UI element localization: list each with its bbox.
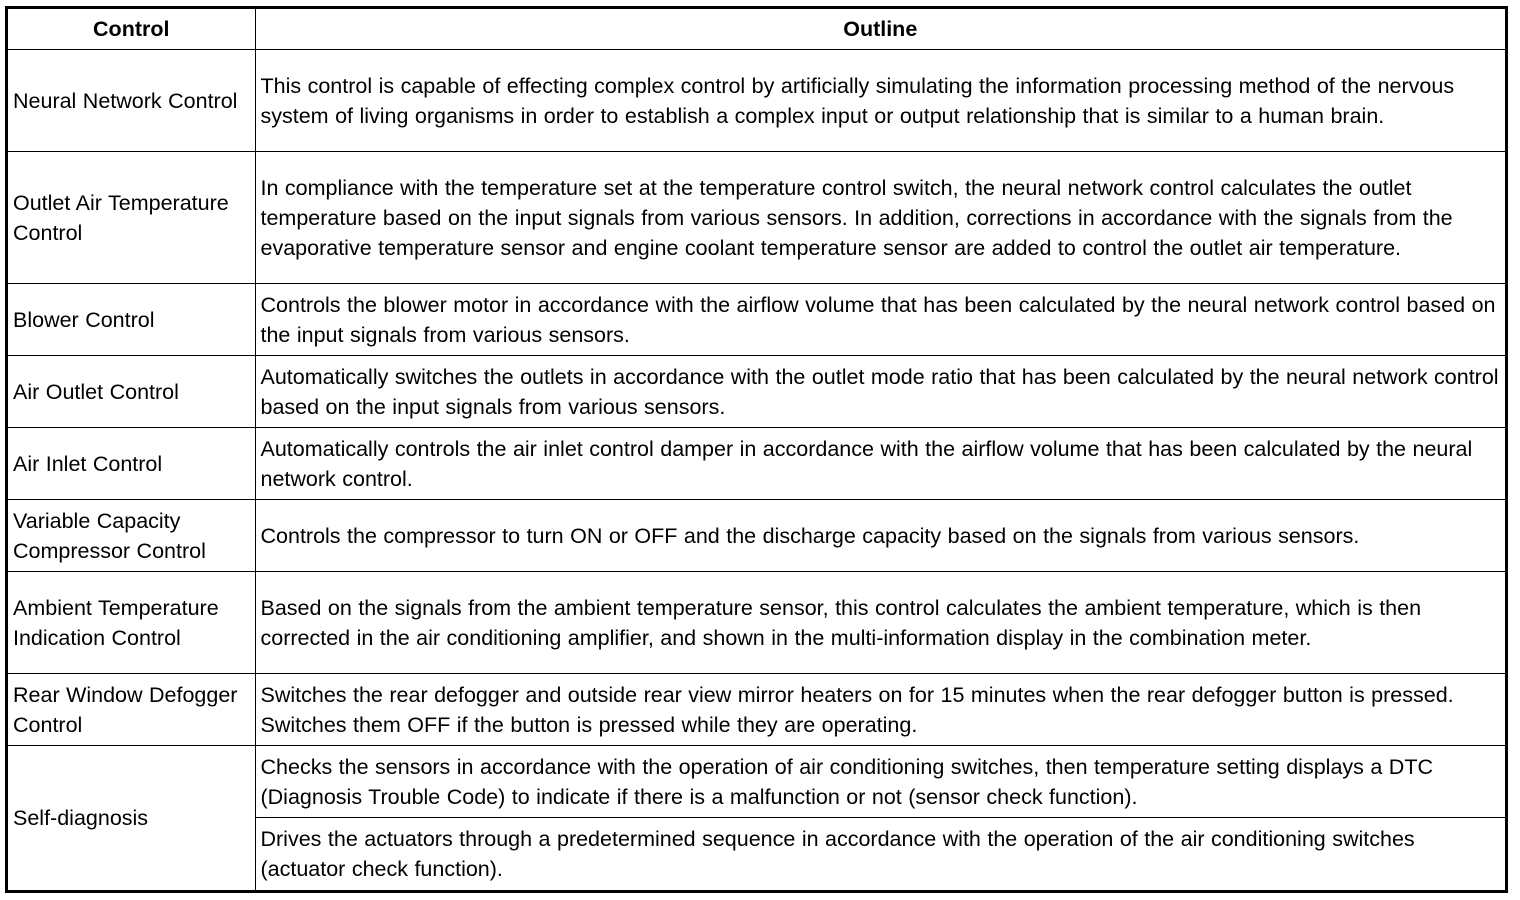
control-outline: Controls the compressor to turn ON or OFF and the discharge capacity based on the signals from various sensors. [255, 500, 1505, 572]
control-name: Blower Control [8, 284, 255, 356]
control-name: Rear Window Defogger Control [8, 674, 255, 746]
control-outline: Automatically switches the outlets in accordance with the outlet mode ratio that has been calculated by the neural network control based on the input signals from various sensors. [255, 356, 1505, 428]
control-outline: This control is capable of effecting complex control by artificially simulating the information processing method of the nervous system of living organisms in order to establish a complex input or output relationship that is similar to a human brain. [255, 50, 1505, 152]
control-name: Air Outlet Control [8, 356, 255, 428]
control-outline: Switches the rear defogger and outside rear view mirror heaters on for 15 minutes when the rear defogger button is pressed. Switches them OFF if the button is pressed while they are operating. [255, 674, 1505, 746]
control-outline: Automatically controls the air inlet control damper in accordance with the airflow volume that has been calculated by the neural network control. [255, 428, 1505, 500]
table-row [8, 746, 1505, 818]
table-row [8, 152, 1505, 284]
control-outline: Controls the blower motor in accordance with the airflow volume that has been calculated by the neural network control based on the input signals from various sensors. [255, 284, 1505, 356]
control-outline: Based on the signals from the ambient temperature sensor, this control calculates the ambient temperature, which is then corrected in the air conditioning amplifier, and shown in the multi-information display in the combination meter. [255, 572, 1505, 674]
control-name: Air Inlet Control [8, 428, 255, 500]
control-outline: Drives the actuators through a predetermined sequence in accordance with the operation of the air conditioning switches (actuator check function). [255, 818, 1505, 890]
control-outline: Checks the sensors in accordance with the operation of air conditioning switches, then temperature setting displays a DTC (Diagnosis Trouble Code) to indicate if there is a malfunction or not (sensor check function). [255, 746, 1505, 818]
table-row [8, 356, 1505, 428]
table-row [8, 572, 1505, 674]
header-row [8, 9, 1505, 50]
table-row [8, 50, 1505, 152]
control-outline: In compliance with the temperature set at the temperature control switch, the neural network control calculates the outlet temperature based on the input signals from various sensors. In addition, corrections in accordance with the signals from the evaporative temperature sensor and engine coolant temperature sensor are added to control the outlet air temperature. [255, 152, 1505, 284]
control-outline-table [8, 9, 1505, 890]
control-name: Variable Capacity Compressor Control [8, 500, 255, 572]
table-row [8, 500, 1505, 572]
control-name: Neural Network Control [8, 50, 255, 152]
control-name: Self-diagnosis [8, 746, 255, 890]
control-name: Outlet Air Temperature Control [8, 152, 255, 284]
header-outline: Outline [255, 9, 1505, 50]
control-outline-table-frame [5, 6, 1508, 893]
control-name: Ambient Temperature Indication Control [8, 572, 255, 674]
table-row [8, 674, 1505, 746]
header-control: Control [8, 9, 255, 50]
table-row [8, 284, 1505, 356]
table-row [8, 428, 1505, 500]
